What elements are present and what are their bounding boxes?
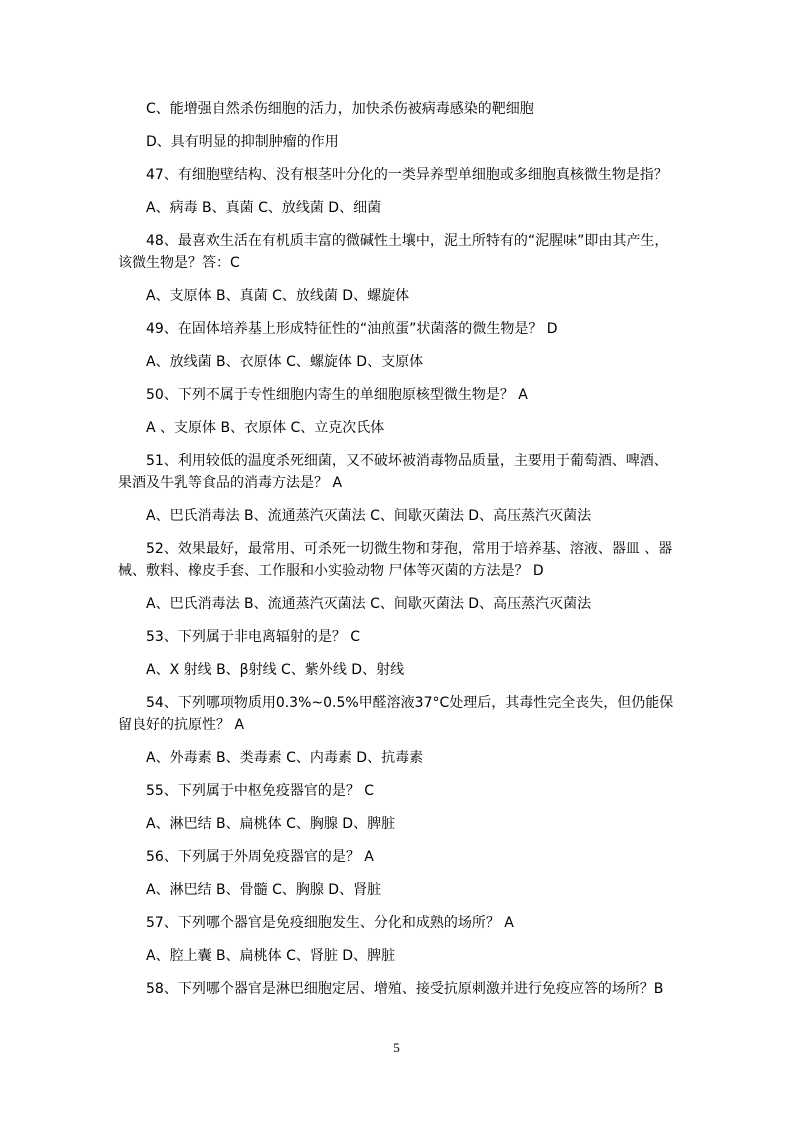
question-list <box>118 98 678 1000</box>
question-line: 55、下列属于中枢免疫器官的是？ C <box>146 783 375 799</box>
option-line: A 、支原体 B、衣原体 C、立克次氏体 <box>146 420 385 436</box>
option-line: A、巴氏消毒法 B、流通蒸汽灭菌法 C、间歇灭菌法 D、高压蒸汽灭菌法 <box>146 596 592 612</box>
question-line: 50、下列不属于专性细胞内寄生的单细胞原核型微生物是？ A <box>146 387 528 403</box>
option-line: A、腔上囊 B、扁桃体 C、肾脏 D、脾脏 <box>146 948 396 964</box>
option-line: C、能增强自然杀伤细胞的活力，加快杀伤被病毒感染的靶细胞 <box>146 101 534 117</box>
question-line: 49、在固体培养基上形成特征性的“油煎蛋”状菌落的微生物是？ D <box>146 321 558 337</box>
option-line: A、病毒 B、真菌 C、放线菌 D、细菌 <box>146 200 382 216</box>
question-line: 57、下列哪个器官是免疫细胞发生、分化和成熟的场所？ A <box>146 915 514 931</box>
option-line: A、巴氏消毒法 B、流通蒸汽灭菌法 C、间歇灭菌法 D、高压蒸汽灭菌法 <box>146 508 592 524</box>
option-line: D、具有明显的抑制肿瘤的作用 <box>146 134 339 150</box>
question-line: 48、最喜欢生活在有机质丰富的微碱性土壤中，泥土所特有的“泥腥味”即由其产生，该微生物是？答：C <box>118 233 669 271</box>
option-line: A、淋巴结 B、骨髓 C、胸腺 D、肾脏 <box>146 882 382 898</box>
option-line: A、支原体 B、真菌 C、放线菌 D、螺旋体 <box>146 288 410 304</box>
question-line: 51、利用较低的温度杀死细菌，又不破坏被消毒物品质量，主要用于葡萄酒、啤酒、果酒及牛乳等食品的消毒方法是？ A <box>118 453 668 491</box>
question-line: 52、效果最好，最常用、可杀死一切微生物和芽孢，常用于培养基、溶液、器皿 、器械、敷料、橡皮手套、工作服和小实验动物 尸体等灭菌的方法是？ D <box>118 541 673 579</box>
option-line: A、淋巴结 B、扁桃体 C、胸腺 D、脾脏 <box>146 816 396 832</box>
question-line: 47、有细胞壁结构、没有根茎叶分化的一类异养型单细胞或多细胞真核微生物是指？ <box>146 167 668 183</box>
option-line: A、放线菌 B、衣原体 C、螺旋体 D、支原体 <box>146 354 424 370</box>
question-line: 58、下列哪个器官是淋巴细胞定居、增殖、接受抗原刺激并进行免疫应答的场所？B <box>146 981 664 997</box>
option-line: A、X 射线 B、β射线 C、紫外线 D、射线 <box>146 662 405 678</box>
question-line: 53、下列属于非电离辐射的是？ C <box>146 629 361 645</box>
page-number: 5 <box>393 1040 400 1055</box>
question-line: 56、下列属于外周免疫器官的是？ A <box>146 849 374 865</box>
question-line: 54、下列哪项物质用0.3%~0.5%甲醛溶液37°C处理后，其毒性完全丧失，但仍能保留良好的抗原性？ A <box>118 695 674 733</box>
option-line: A、外毒素 B、类毒素 C、内毒素 D、抗毒素 <box>146 750 424 766</box>
